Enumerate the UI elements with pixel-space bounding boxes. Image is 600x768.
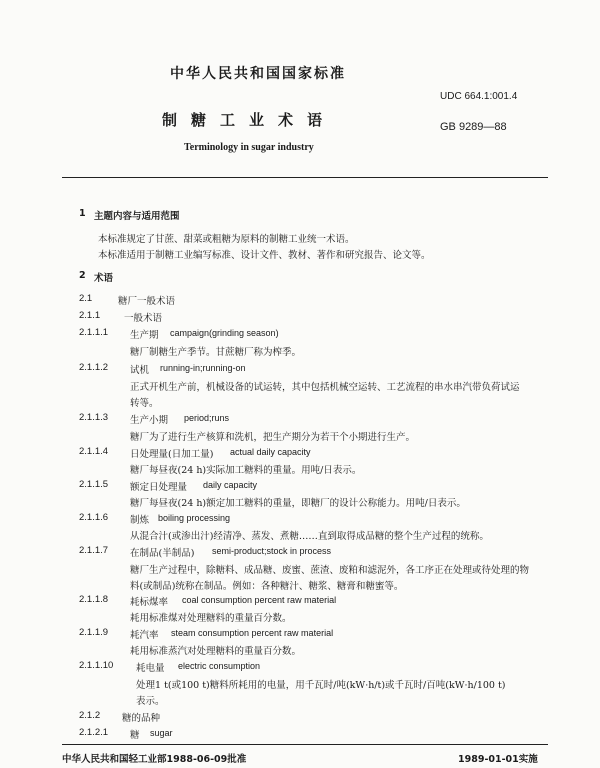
term-cn: 一般术语 xyxy=(124,313,163,324)
term-en: actual daily capacity xyxy=(230,447,311,457)
term-en: period;runs xyxy=(184,413,230,423)
approval-note: 中华人民共和国轻工业部1988-06-09批准 xyxy=(62,754,247,765)
term-number: 2.1.2.1 xyxy=(79,727,109,738)
term-number: 2.1.1.5 xyxy=(79,479,109,490)
term-definition: 耗用标准蒸汽对处理糖料的重量百分数。 xyxy=(130,646,302,657)
term-cn: 耗电量 xyxy=(136,663,165,674)
section-1-paragraph: 本标准规定了甘蔗、甜菜或粗糖为原料的制糖工业统一术语。 xyxy=(98,234,355,245)
section-1-paragraph: 本标准适用于制糖工业编写标准、设计文件、教材、著作和研究报告、论文等。 xyxy=(98,250,431,261)
term-number: 2.1.1.4 xyxy=(79,446,109,457)
section-2-number: 2 xyxy=(79,270,86,281)
term-number: 2.1.1.7 xyxy=(79,545,109,556)
term-definition: 糖厂制糖生产季节。甘蔗糖厂称为榨季。 xyxy=(130,347,302,358)
term-en: daily capacity xyxy=(203,480,258,490)
term-en: electric consumption xyxy=(178,661,261,671)
standard-name: 中华人民共和国国家标准 xyxy=(170,66,346,82)
term-number: 2.1.1.9 xyxy=(79,627,109,638)
term-definition: 转等。 xyxy=(130,398,159,409)
term-en: boiling processing xyxy=(158,513,231,523)
term-cn: 日处理量(日加工量) xyxy=(130,449,214,460)
term-definition: 料(或制品)统称在制品。例如：各种糖汁、糖浆、糖膏和糖蜜等。 xyxy=(130,581,404,592)
term-number: 2.1.2 xyxy=(79,710,101,721)
term-cn: 生产小期 xyxy=(130,415,169,426)
gb-code: GB 9289—88 xyxy=(440,121,507,133)
term-en: sugar xyxy=(150,728,173,738)
footer-divider xyxy=(62,744,548,745)
term-en: running-in;running-on xyxy=(160,363,246,373)
term-definition: 正式开机生产前，机械设备的试运转，其中包括机械空运转、工艺流程的串水串汽带负荷试运 xyxy=(130,382,520,393)
term-number: 2.1.1.6 xyxy=(79,512,109,523)
term-number: 2.1.1 xyxy=(79,310,101,321)
term-cn: 耗标煤率 xyxy=(130,597,169,608)
header-divider xyxy=(62,177,548,178)
term-number: 2.1 xyxy=(79,293,93,304)
term-cn: 额定日处理量 xyxy=(130,482,188,493)
term-en: coal consumption percent raw material xyxy=(182,595,337,605)
term-definition: 糖厂为了进行生产核算和洗机，把生产期分为若干个小期进行生产。 xyxy=(130,432,416,443)
section-1-number: 1 xyxy=(79,208,86,219)
effective-date: 1989-01-01实施 xyxy=(458,754,538,765)
term-en: steam consumption percent raw material xyxy=(171,628,334,638)
title-cn: 制糖工业术语 xyxy=(162,111,337,129)
term-number: 2.1.1.10 xyxy=(79,660,114,671)
term-definition: 糖厂每昼夜(24 h)额定加工糖料的重量，即糖厂的设计公称能力。用吨/日表示。 xyxy=(130,498,466,509)
term-definition: 处理1 t(或100 t)糖料所耗用的电量，用千瓦时/吨(kW·h/t)或千瓦时/百吨(kW·h/100 t) xyxy=(136,680,506,691)
title-en: Terminology in sugar industry xyxy=(184,142,314,153)
term-number: 2.1.1.3 xyxy=(79,412,109,423)
term-cn: 试机 xyxy=(130,365,150,376)
term-number: 2.1.1.1 xyxy=(79,327,109,338)
term-number: 2.1.1.8 xyxy=(79,594,109,605)
term-cn: 在制品(半制品) xyxy=(130,548,195,559)
section-1-title: 主题内容与适用范围 xyxy=(94,211,180,222)
term-cn: 糖厂一般术语 xyxy=(118,296,176,307)
term-cn: 糖 xyxy=(130,730,140,741)
term-definition: 糖厂每昼夜(24 h)实际加工糖料的重量。用吨/日表示。 xyxy=(130,465,362,476)
term-definition: 耗用标准煤对处理糖料的重量百分数。 xyxy=(130,613,292,624)
term-en: semi-product;stock in process xyxy=(212,546,332,556)
term-definition: 从混合汁(或渗出汁)经清净、蒸发、煮糖……直到取得成品糖的整个生产过程的统称。 xyxy=(130,531,489,542)
term-cn: 制炼 xyxy=(130,515,150,526)
term-en: campaign(grinding season) xyxy=(170,328,279,338)
term-definition: 表示。 xyxy=(136,696,165,707)
udc-code: UDC 664.1:001.4 xyxy=(440,91,518,102)
term-cn: 生产期 xyxy=(130,330,159,341)
term-number: 2.1.1.2 xyxy=(79,362,109,373)
term-cn: 耗汽率 xyxy=(130,630,159,641)
term-cn: 糖的品种 xyxy=(122,713,161,724)
term-definition: 糖厂生产过程中，除糖料、成品糖、废蜜、蔗渣、废粕和滤泥外，各工序正在处理或待处理的物 xyxy=(130,565,530,576)
section-2-title: 术语 xyxy=(94,273,114,284)
